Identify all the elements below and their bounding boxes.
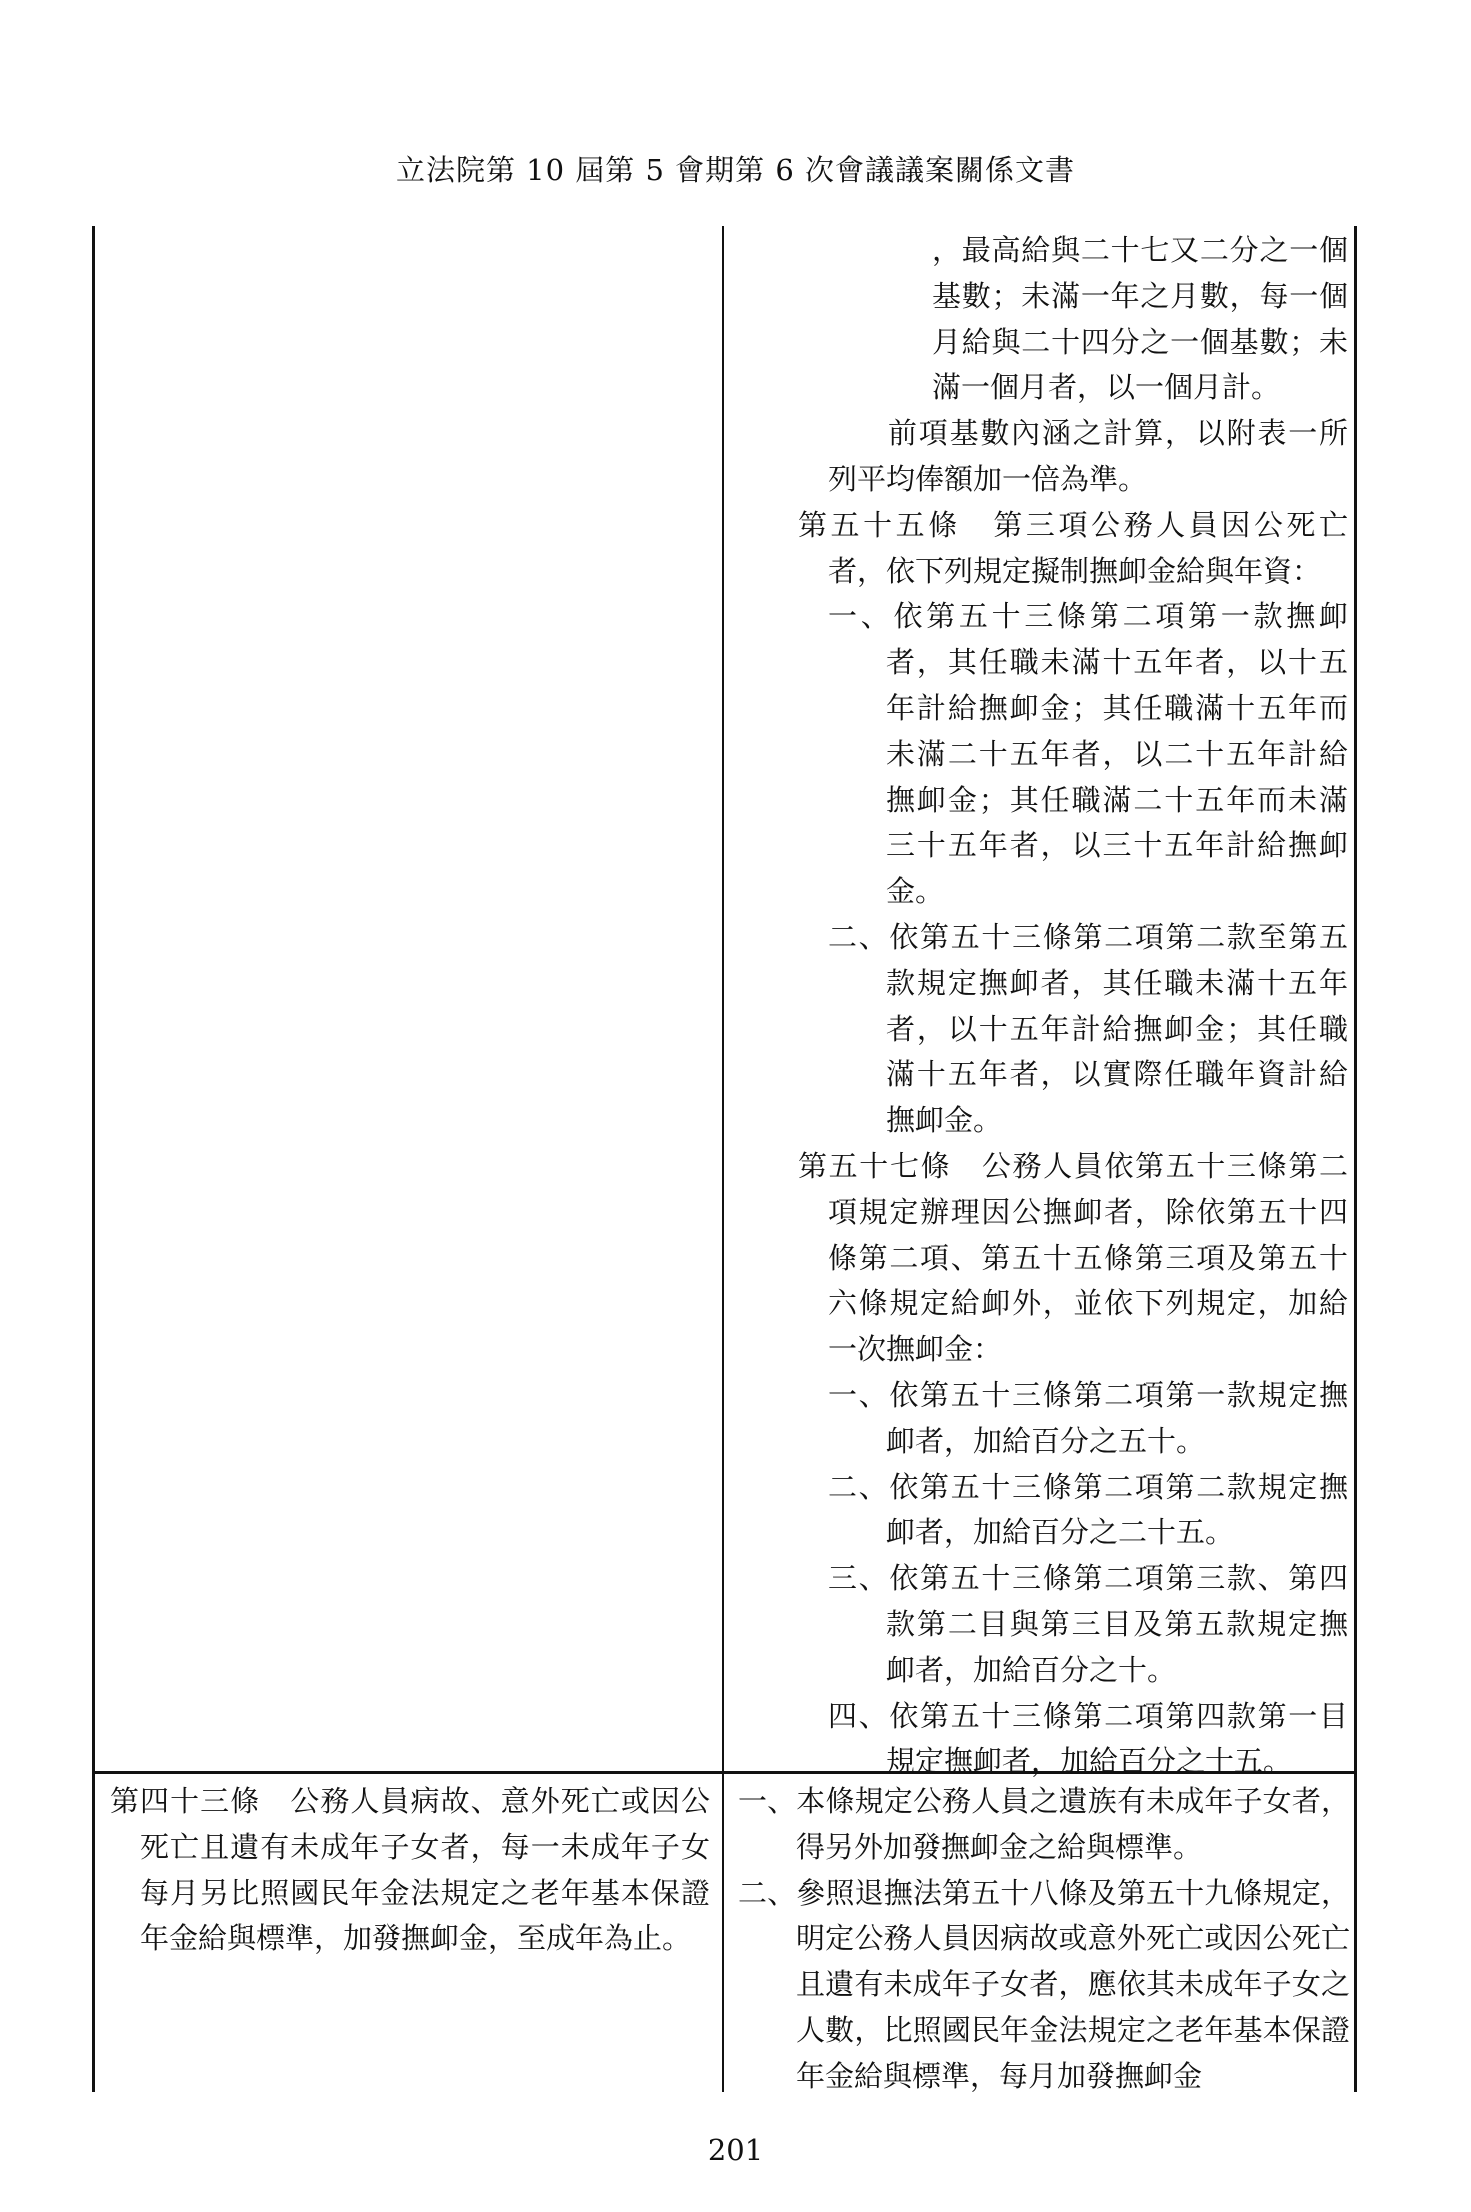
table-column-divider	[722, 226, 724, 2092]
article-43-text: 第四十三條 公務人員病故、意外死亡或因公死亡且遺有未成年子女者，每一未成年子女每月另比照國民年金法規定之老年基本保證年金給與標準，加發撫卹金，至成年為止。	[110, 1784, 710, 1956]
article-continuation: ，最高給與二十七又二分之一個基數；未滿一年之月數，每一個月給與二十四分之一個基數；未滿一個月者，以一個月計。	[932, 233, 1348, 405]
article-57-item: 二、依第五十三條第二項第二款規定撫卹者，加給百分之二十五。	[828, 1469, 1348, 1550]
article-55-heading: 第五十五條 第三項公務人員因公死亡者，依下列規定擬制撫卹金給與年資：	[798, 507, 1348, 588]
table-right-border	[1354, 226, 1357, 2092]
base-calculation-note: 前項基數內涵之計算，以附表一所列平均俸額加一倍為準。	[828, 416, 1348, 496]
article-55-item: 二、依第五十三條第二項第二款至第五款規定撫卹者，其任職未滿十五年者，以十五年計給撫卹金；其任職滿十五年者，以實際任職年資計給撫卹金。	[828, 919, 1348, 1138]
article-55-item: 一、依第五十三條第二項第一款撫卹者，其任職未滿十五年者，以十五年計給撫卹金；其任職滿十五年而未滿二十五年者，以二十五年計給撫卹金；其任職滿二十五年而未滿三十五年者，以三十五年計給撫卹金。	[828, 599, 1348, 909]
article-57-item: 三、依第五十三條第二項第三款、第四款第二目與第三目及第五款規定撫卹者，加給百分之十。	[828, 1561, 1348, 1687]
bottom-right-cell	[738, 1779, 1350, 2100]
document-header: 立法院第 10 屆第 5 會期第 6 次會議議案關係文書	[395, 153, 1076, 187]
comparison-table	[92, 226, 1357, 2092]
article-57-heading: 第五十七條 公務人員依第五十三條第二項規定辦理因公撫卹者，除依第五十四條第二項、第五十五條第三項及第五十六條規定給卹外，並依下列規定，加給一次撫卹金：	[798, 1148, 1348, 1367]
page-number: 201	[707, 2133, 764, 2167]
top-right-cell	[798, 228, 1348, 1785]
explanation-item: 一、本條規定公務人員之遺族有未成年子女者，得另外加發撫卹金之給與標準。	[738, 1784, 1350, 1864]
explanation-item: 二、參照退撫法第五十八條及第五十九條規定，明定公務人員因病故或意外死亡或因公死亡且遺有未成年子女者，應依其未成年子女之人數，比照國民年金法規定之老年基本保證年金給與標準，每月加發撫卹金	[738, 1875, 1350, 2093]
bottom-left-cell	[110, 1779, 710, 1962]
table-left-border	[92, 226, 95, 2092]
article-57-item: 一、依第五十三條第二項第一款規定撫卹者，加給百分之五十。	[828, 1377, 1348, 1458]
article-57-item: 四、依第五十三條第二項第四款第一目規定撫卹者，加給百分之十五。	[828, 1698, 1348, 1779]
